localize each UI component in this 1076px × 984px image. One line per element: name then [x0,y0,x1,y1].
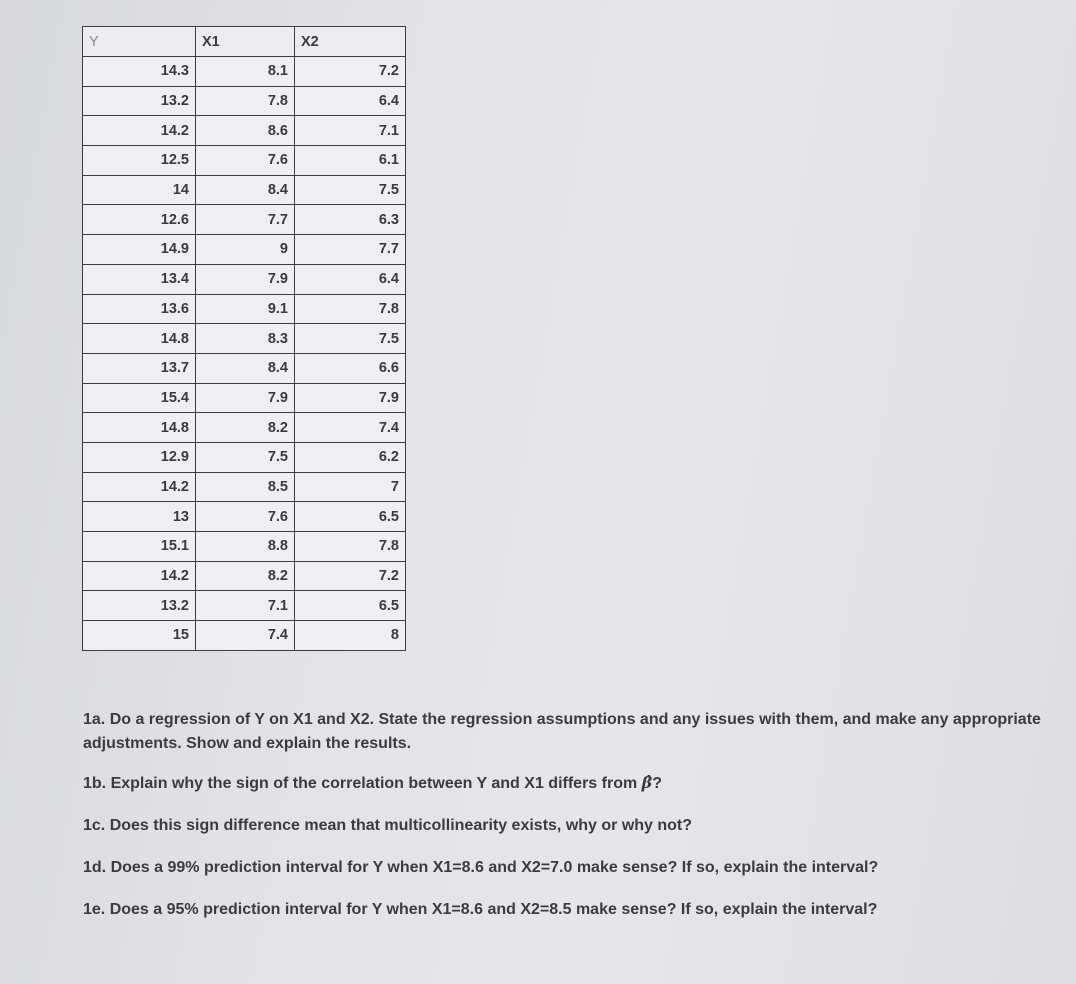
cell-x1: 7.6 [196,502,295,532]
cell-x2: 8 [295,621,406,651]
cell-y: 14.3 [83,57,196,87]
cell-x2: 6.2 [295,442,406,472]
table-row [83,324,406,354]
cell-x1: 7.1 [196,591,295,621]
cell-x2: 7.1 [295,116,406,146]
question-1b [83,771,1043,796]
table-row [83,621,406,651]
cell-y: 14.9 [83,235,196,265]
cell-x2: 7.2 [295,57,406,87]
table-row [83,146,406,176]
table-row [83,591,406,621]
cell-y: 12.9 [83,442,196,472]
cell-x1: 8.4 [196,175,295,205]
cell-x2: 6.4 [295,264,406,294]
cell-x1: 7.6 [196,146,295,176]
cell-x2: 7.9 [295,383,406,413]
table-row [83,532,406,562]
cell-x2: 7.5 [295,175,406,205]
cell-y: 13.4 [83,264,196,294]
cell-x1: 7.8 [196,86,295,116]
cell-x2: 6.6 [295,353,406,383]
cell-y: 14 [83,175,196,205]
table-row [83,442,406,472]
cell-x2: 7.8 [295,294,406,324]
table-row [83,413,406,443]
table-row [83,116,406,146]
table-row [83,264,406,294]
cell-y: 13.6 [83,294,196,324]
cell-x1: 7.7 [196,205,295,235]
cell-x1: 8.4 [196,353,295,383]
table-header-row [83,27,406,57]
table-row [83,175,406,205]
cell-x1: 7.4 [196,621,295,651]
cell-x1: 8.3 [196,324,295,354]
cell-x1: 7.9 [196,264,295,294]
cell-x1: 8.1 [196,57,295,87]
cell-x1: 9.1 [196,294,295,324]
question-1b-text: 1b. Explain why the sign of the correlation between Y and X1 differs from [83,775,642,792]
data-table [82,26,406,651]
header-x1: X1 [196,27,295,57]
cell-y: 13.7 [83,353,196,383]
table-row [83,86,406,116]
cell-y: 15.1 [83,532,196,562]
cell-y: 12.6 [83,205,196,235]
header-y: Y [83,27,196,57]
cell-x2: 7 [295,472,406,502]
question-1e: 1e. Does a 95% prediction interval for Y when X1=8.6 and X2=8.5 make sense? If so, explain the interval? [83,901,878,918]
cell-x2: 7.7 [295,235,406,265]
cell-x2: 6.5 [295,502,406,532]
cell-y: 14.2 [83,561,196,591]
cell-x1: 8.6 [196,116,295,146]
cell-y: 13.2 [83,591,196,621]
cell-y: 14.2 [83,472,196,502]
cell-y: 14.8 [83,324,196,354]
cell-x2: 6.4 [295,86,406,116]
cell-x1: 8.2 [196,561,295,591]
cell-y: 14.8 [83,413,196,443]
cell-x2: 7.2 [295,561,406,591]
question-1b-end: ? [652,775,663,792]
cell-y: 15 [83,621,196,651]
table-row [83,294,406,324]
cell-x1: 8.2 [196,413,295,443]
table-body [83,57,406,651]
table-row [83,57,406,87]
cell-x1: 7.9 [196,383,295,413]
cell-y: 13 [83,502,196,532]
cell-x2: 7.8 [295,532,406,562]
cell-x1: 7.5 [196,442,295,472]
cell-x1: 9 [196,235,295,265]
question-1d: 1d. Does a 99% prediction interval for Y when X1=8.6 and X2=7.0 make sense? If so, explain the interval? [83,859,879,876]
table-row [83,561,406,591]
cell-x2: 7.5 [295,324,406,354]
header-x2: X2 [295,27,406,57]
table-row [83,383,406,413]
cell-y: 15.4 [83,383,196,413]
cell-x1: 8.5 [196,472,295,502]
table-row [83,502,406,532]
beta-hat-symbol: β̂ [641,773,653,792]
cell-x2: 6.1 [295,146,406,176]
cell-x2: 7.4 [295,413,406,443]
question-1c: 1c. Does this sign difference mean that multicollinearity exists, why or why not? [83,817,693,834]
cell-x1: 8.8 [196,532,295,562]
cell-y: 12.5 [83,146,196,176]
table-row [83,205,406,235]
cell-y: 14.2 [83,116,196,146]
question-1a: 1a. Do a regression of Y on X1 and X2. State the regression assumptions and any issues with them, and make any appropriate adjustments. Show and explain the results. [83,711,1041,752]
cell-y: 13.2 [83,86,196,116]
cell-x2: 6.5 [295,591,406,621]
question-list [83,708,1043,940]
cell-x2: 6.3 [295,205,406,235]
table-row [83,235,406,265]
table-row [83,472,406,502]
table-row [83,353,406,383]
